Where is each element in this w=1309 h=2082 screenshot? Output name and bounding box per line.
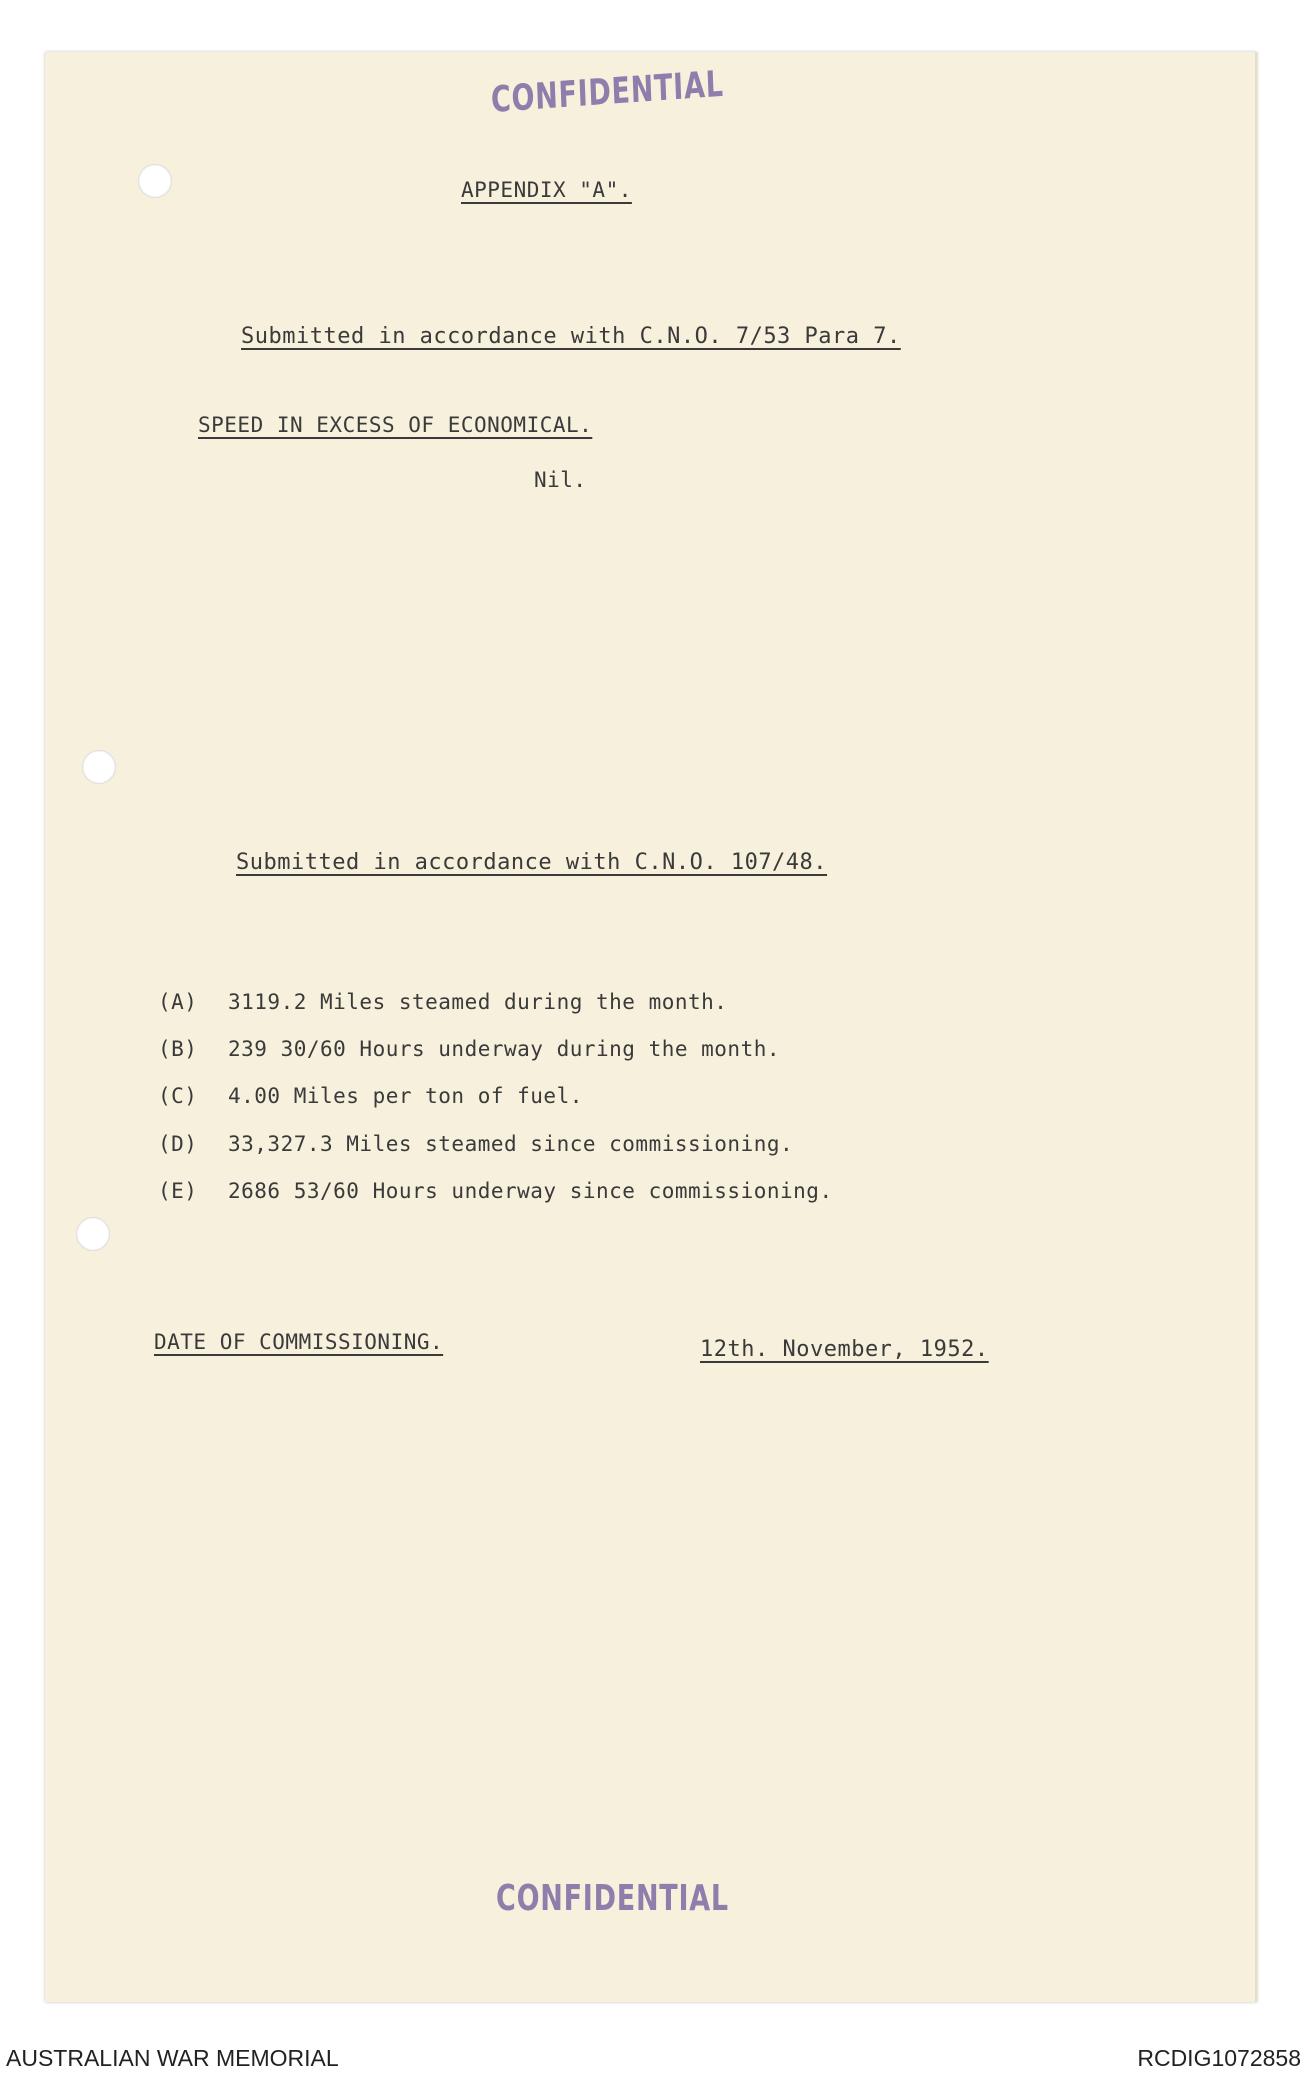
list-item (158, 1132, 793, 1156)
item-letter: (E) (158, 1179, 198, 1203)
punch-hole (76, 1217, 110, 1251)
list-item (158, 1084, 583, 1108)
item-text: 33,327.3 Miles steamed since commissioning. (228, 1132, 794, 1156)
document-page (45, 52, 1257, 2002)
section1-title: SPEED IN EXCESS OF ECONOMICAL. (198, 413, 593, 437)
list-item (158, 990, 727, 1014)
item-letter: (A) (158, 990, 198, 1014)
item-text: 239 30/60 Hours underway during the month. (228, 1037, 781, 1061)
item-text: 3119.2 Miles steamed during the month. (228, 990, 728, 1014)
item-letter: (D) (158, 1132, 198, 1156)
section2-submitted: Submitted in accordance with C.N.O. 107/48. (236, 850, 828, 875)
section1-value: Nil. (534, 468, 587, 492)
footer-reference: RCDIG1072858 (1137, 2045, 1301, 2071)
item-letter: (C) (158, 1084, 198, 1108)
section1-submitted: Submitted in accordance with C.N.O. 7/53 Para 7. (241, 324, 901, 349)
item-letter: (B) (158, 1037, 198, 1061)
confidential-stamp-top: CONFIDENTIAL (490, 63, 725, 121)
appendix-heading: APPENDIX "A". (461, 178, 632, 202)
item-text: 2686 53/60 Hours underway since commissioning. (228, 1179, 833, 1203)
footer-institution: AUSTRALIAN WAR MEMORIAL (6, 2045, 339, 2071)
list-item (158, 1037, 780, 1061)
punch-hole (138, 164, 172, 198)
commissioning-label: DATE OF COMMISSIONING. (154, 1330, 444, 1354)
confidential-stamp-bottom: CONFIDENTIAL (496, 1878, 729, 1919)
item-text: 4.00 Miles per ton of fuel. (228, 1084, 583, 1108)
list-item (158, 1179, 833, 1203)
punch-hole (82, 750, 116, 784)
commissioning-date: 12th. November, 1952. (700, 1337, 989, 1362)
